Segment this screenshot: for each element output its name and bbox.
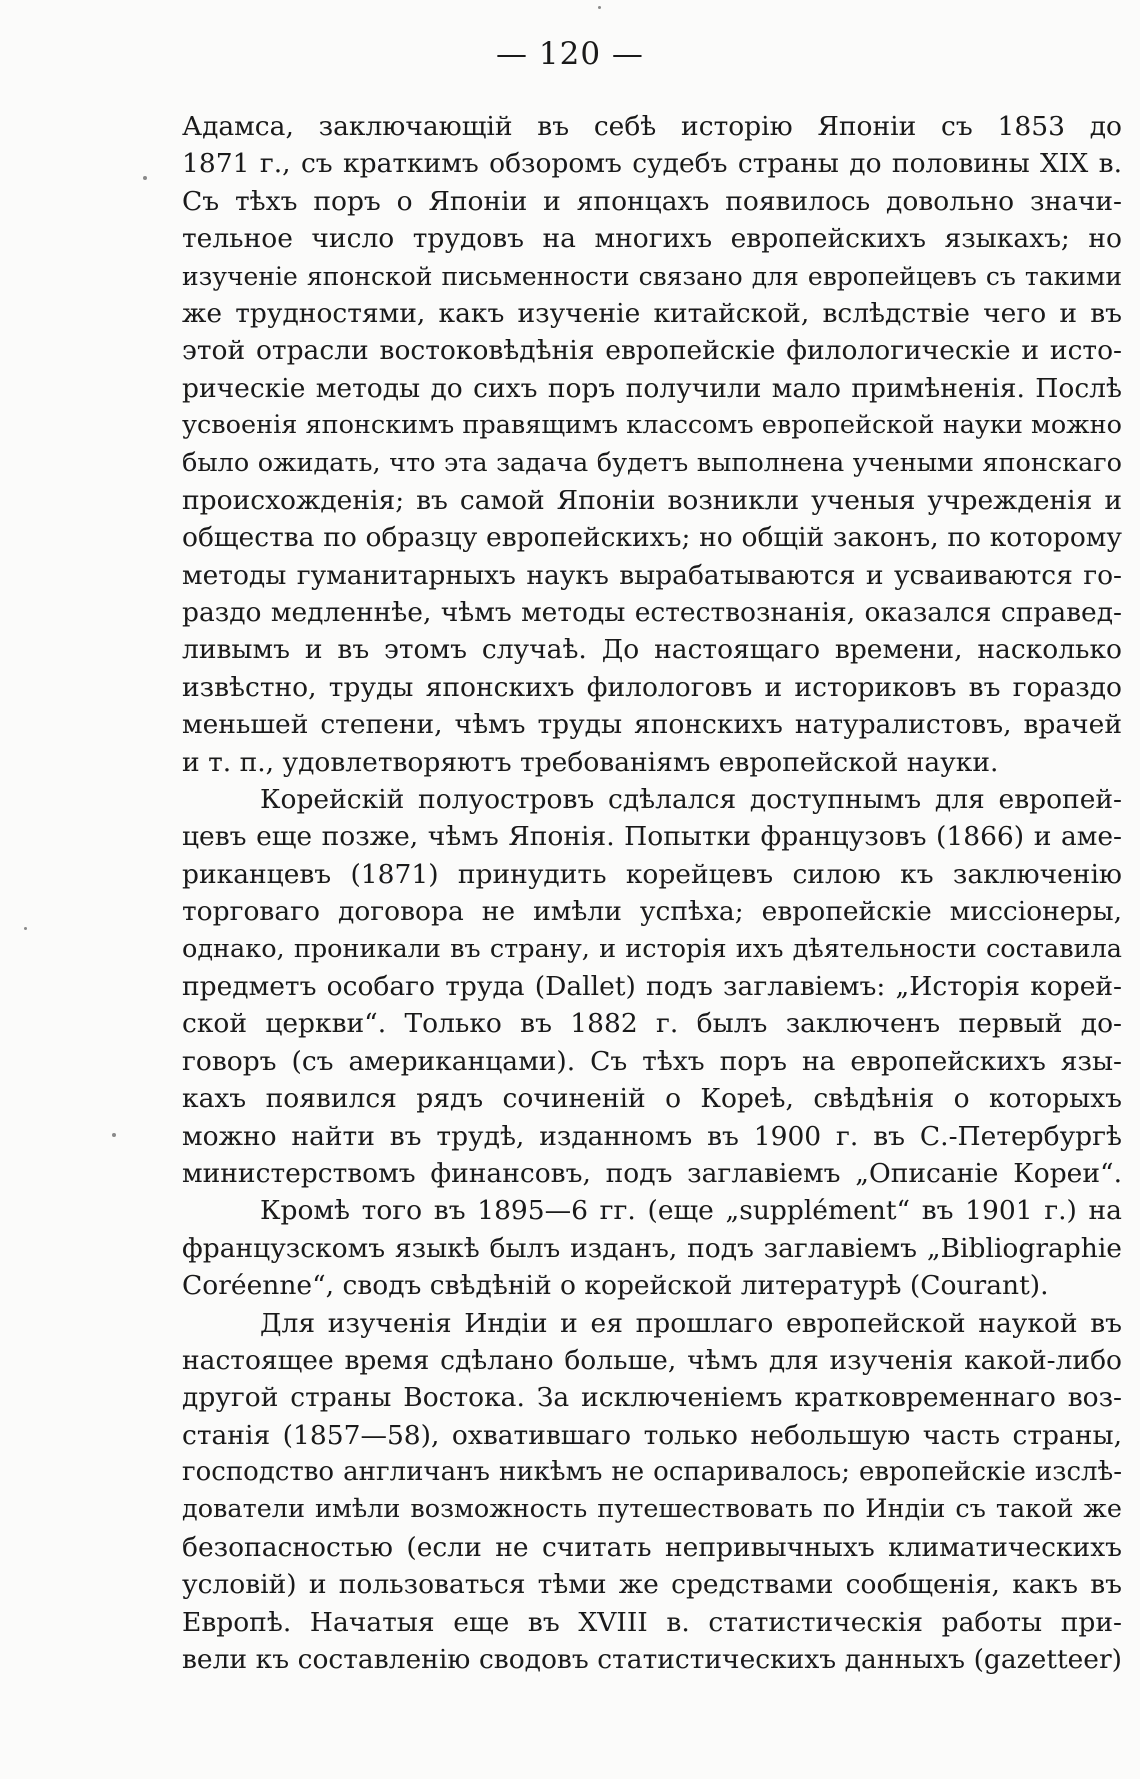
paragraph-japan-studies [182, 108, 1122, 781]
text-line: риканцевъ (1871) принудить корейцевъ силою къ заключенію [182, 858, 1122, 890]
text-line: 1871 г., съ краткимъ обзоромъ судебъ страны до половины XIX в. [182, 148, 1122, 180]
text-line: Coréenne“, сводъ свѣдѣній о корейской литературѣ (Courant). [182, 1270, 1049, 1302]
text-line: Адамса, заключающій въ себѣ исторію Японіи съ 1853 до [182, 111, 1122, 142]
body-text [182, 108, 1122, 1678]
text-line: Для изученія Индіи и ея прошлаго европейской наукой въ [260, 1307, 1122, 1339]
text-line: однако, проникали въ страну, и исторія ихъ дѣятельности составила [182, 933, 1122, 964]
text-line: безопасностью (если не считать непривычныхъ климатическихъ [182, 1531, 1122, 1563]
text-line: условій) и пользоваться тѣми же средствами сообщенія, какъ въ [182, 1569, 1122, 1601]
text-line: вели къ составленію сводовъ статистическихъ данныхъ (gazetteer) [182, 1644, 1122, 1676]
text-line: кахъ появился рядъ сочиненій о Кореѣ, свѣдѣнія о которыхъ [182, 1083, 1122, 1115]
text-line: дователи имѣли возможность путешествовать по Индіи съ такой же [182, 1494, 1122, 1525]
text-line: тельное число трудовъ на многихъ европейскихъ языкахъ; но [182, 223, 1122, 255]
text-line: станія (1857—58), охватившаго только небольшую часть страны, [182, 1419, 1122, 1451]
text-line: говоръ (съ американцами). Съ тѣхъ поръ на европейскихъ язы- [182, 1045, 1122, 1077]
text-line: ской церкви“. Только въ 1882 г. былъ заключенъ первый до- [182, 1008, 1122, 1040]
scan-speck [112, 1133, 116, 1137]
paragraph-india [182, 1305, 1122, 1679]
paragraph-korea-bibliography [182, 1192, 1122, 1304]
text-line: раздо медленнѣе, чѣмъ методы естествознанія, оказался справед- [182, 597, 1122, 629]
text-line: же трудностями, какъ изученіе китайской, вслѣдствіе чего и въ [182, 297, 1122, 329]
scan-speck [143, 176, 147, 180]
text-line: извѣстно, труды японскихъ филологовъ и историковъ въ гораздо [182, 671, 1122, 703]
text-line: Европѣ. Начатыя еще въ XVIII в. статистическія работы при- [182, 1606, 1122, 1638]
text-line: цевъ еще позже, чѣмъ Японія. Попытки французовъ (1866) и аме- [182, 821, 1122, 853]
scan-speck [598, 6, 601, 9]
text-line: происхожденія; въ самой Японіи возникли ученыя учрежденія и [182, 484, 1122, 516]
text-line: господство англичанъ никѣмъ не оспаривалось; европейскіе изслѣ- [182, 1457, 1122, 1488]
scan-speck [24, 927, 27, 930]
paragraph-korea [182, 781, 1122, 1192]
text-line: другой страны Востока. За исключеніемъ кратковременнаго воз- [182, 1382, 1122, 1414]
text-line: настоящее время сдѣлано больше, чѣмъ для изученія какой-либо [182, 1344, 1122, 1376]
text-line: усвоенія японскимъ правящимъ классомъ европейской науки можно [182, 410, 1122, 441]
text-line: рическіе методы до сихъ поръ получили мало примѣненія. Послѣ [182, 372, 1122, 404]
text-line: и т. п., удовлетворяютъ требованіямъ европейской науки. [182, 746, 999, 778]
text-line: ливымъ и въ этомъ случаѣ. До настоящаго времени, насколько [182, 634, 1122, 666]
text-line: министерствомъ финансовъ, подъ заглавіемъ „Описаніе Кореи“. [182, 1157, 1122, 1189]
text-line: Съ тѣхъ поръ о Японіи и японцахъ появилось довольно значи- [182, 185, 1122, 217]
text-line: Корейскій полуостровъ сдѣлался доступнымъ для европей- [260, 784, 1122, 816]
text-line: этой отрасли востоковѣдѣнія европейскіе филологическіе и исто- [182, 335, 1122, 367]
text-line: меньшей степени, чѣмъ труды японскихъ натуралистовъ, врачей [182, 709, 1122, 741]
text-line: Кромѣ того въ 1895—6 гг. (еще „supplément“ въ 1901 г.) на [260, 1195, 1122, 1227]
text-line: было ожидать, что эта задача будетъ выполнена учеными японскаго [182, 447, 1122, 478]
text-line: можно найти въ трудѣ, изданномъ въ 1900 г. въ С.-Петербургѣ [182, 1120, 1122, 1152]
text-line: торговаго договора не имѣли успѣха; европейскіе миссіонеры, [182, 896, 1122, 928]
text-line: французскомъ языкѣ былъ изданъ, подъ заглавіемъ „Bibliographie [182, 1232, 1122, 1264]
text-line: предметъ особаго труда (Dallet) подъ заглавіемъ: „Исторія корей- [182, 970, 1122, 1002]
text-line: общества по образцу европейскихъ; но общій законъ, по которому [182, 522, 1122, 554]
page-number: — 120 — [496, 36, 644, 72]
text-line: методы гуманитарныхъ наукъ вырабатываются и усваиваются го- [182, 559, 1122, 591]
text-line: изученіе японской письменности связано для европейцевъ съ такими [182, 261, 1122, 291]
